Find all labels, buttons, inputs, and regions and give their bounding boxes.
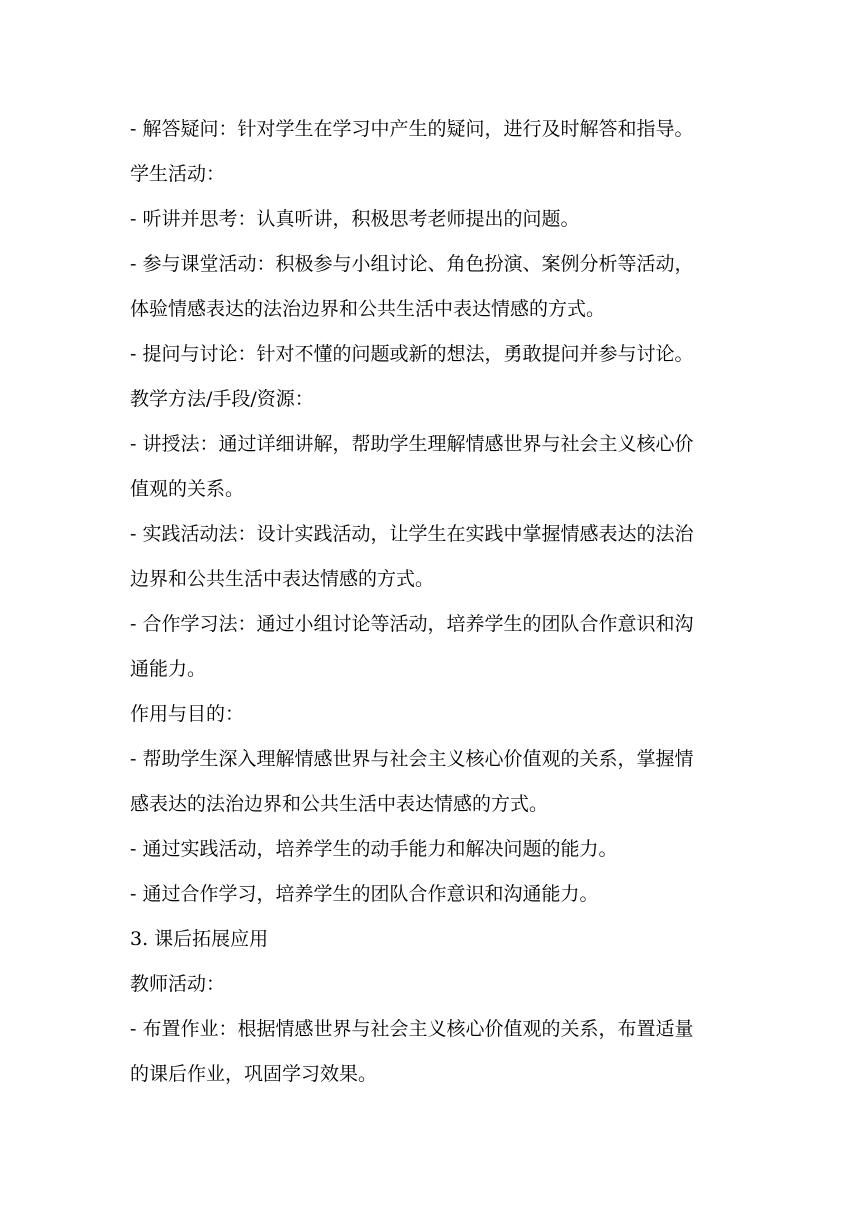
section-heading-teacher-activities: 教师活动： <box>130 973 226 995</box>
text-line: - 合作学习法：通过小组讨论等活动，培养学生的团队合作意识和沟 <box>130 613 694 635</box>
text-line: - 讲授法：通过详细讲解，帮助学生理解情感世界与社会主义核心价 <box>130 433 694 455</box>
text-line: - 提问与讨论：针对不懂的问题或新的想法，勇敢提问并参与讨论。 <box>130 343 694 365</box>
text-line: 感表达的法治边界和公共生活中表达情感的方式。 <box>130 793 549 815</box>
section-heading-student-activities: 学生活动： <box>130 163 226 185</box>
text-line: 边界和公共生活中表达情感的方式。 <box>130 568 435 590</box>
text-line: 的课后作业，巩固学习效果。 <box>130 1063 378 1085</box>
section-heading-teaching-methods: 教学方法/手段/资源： <box>130 388 314 410</box>
text-line: - 实践活动法：设计实践活动，让学生在实践中掌握情感表达的法治 <box>130 523 694 545</box>
text-line: - 听讲并思考：认真听讲，积极思考老师提出的问题。 <box>130 208 580 230</box>
section-heading-extension: 3. 课后拓展应用 <box>130 928 269 950</box>
text-line: 值观的关系。 <box>130 478 245 500</box>
text-line: - 通过合作学习，培养学生的团队合作意识和沟通能力。 <box>130 883 599 905</box>
text-line: 体验情感表达的法治边界和公共生活中表达情感的方式。 <box>130 298 606 320</box>
text-line: - 布置作业：根据情感世界与社会主义核心价值观的关系，布置适量 <box>130 1018 694 1040</box>
text-line: 通能力。 <box>130 658 207 680</box>
text-line: - 帮助学生深入理解情感世界与社会主义核心价值观的关系，掌握情 <box>130 748 694 770</box>
section-heading-purpose: 作用与目的： <box>130 703 245 725</box>
text-line: - 参与课堂活动：积极参与小组讨论、角色扮演、案例分析等活动， <box>130 253 694 275</box>
text-line: - 通过实践活动，培养学生的动手能力和解决问题的能力。 <box>130 838 618 860</box>
text-line: - 解答疑问：针对学生在学习中产生的疑问，进行及时解答和指导。 <box>130 118 694 140</box>
